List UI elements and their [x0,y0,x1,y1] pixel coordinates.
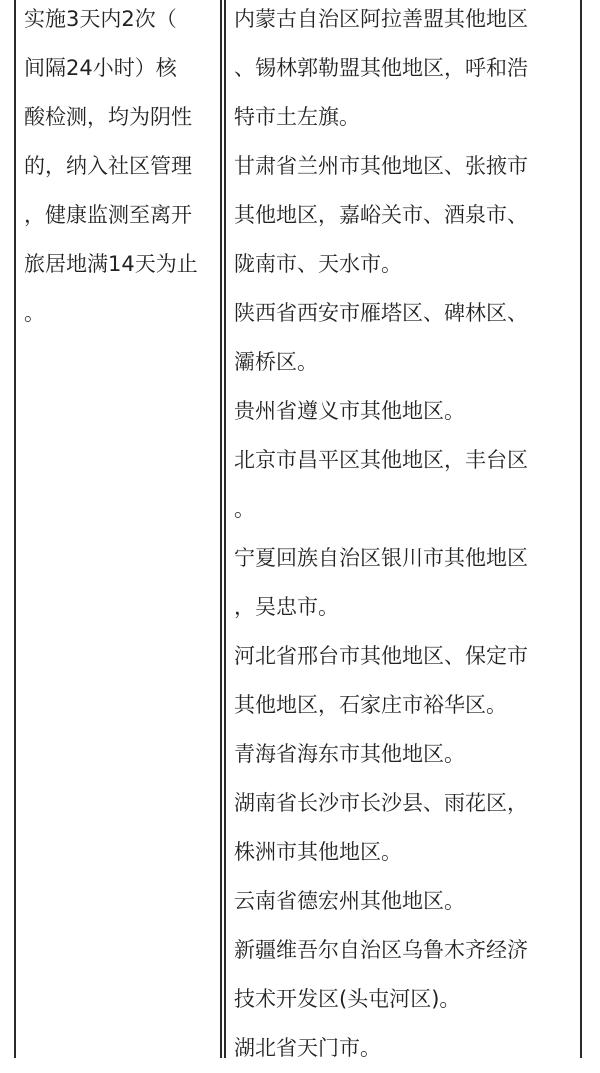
region-line: 内蒙古自治区阿拉善盟其他地区 [234,7,528,31]
region-line: 技术开发区(头屯河区)。 [234,987,461,1011]
column-divider-inner [224,0,226,1058]
region-line: 湖南省长沙市长沙县、雨花区， [234,791,528,815]
table-border-left [14,0,16,1058]
region-line: 陕西省西安市雁塔区、碑林区、 [234,301,528,325]
region-line: 湖北省天门市。 [234,1036,381,1060]
measures-line: 。 [24,301,45,325]
region-line: 株洲市其他地区。 [234,840,402,864]
region-line: 河北省邢台市其他地区、保定市 [234,644,528,668]
region-line: 其他地区，石家庄市裕华区。 [234,693,507,717]
measures-line: ，健康监测至离开 [24,203,192,227]
region-line: ，吴忠市。 [234,595,339,619]
region-line: 灞桥区。 [234,350,318,374]
regions-cell [234,0,574,1073]
region-line: 、锡林郭勒盟其他地区，呼和浩 [234,56,528,80]
measures-line: 间隔24小时）核 [24,56,177,80]
region-line: 新疆维吾尔自治区乌鲁木齐经济 [234,938,528,962]
measures-line: 酸检测，均为阴性 [24,105,192,129]
region-line: 贵州省遵义市其他地区。 [234,399,465,423]
region-line: 。 [234,497,255,521]
region-line: 青海省海东市其他地区。 [234,742,465,766]
column-divider-outer [220,0,222,1058]
region-line: 云南省德宏州其他地区。 [234,889,465,913]
table-border-right [580,0,582,1058]
measures-line: 实施3天内2次（ [24,7,177,31]
measures-cell [24,0,216,338]
region-line: 其他地区，嘉峪关市、酒泉市、 [234,203,528,227]
region-line: 宁夏回族自治区银川市其他地区 [234,546,528,570]
region-line: 甘肃省兰州市其他地区、张掖市 [234,154,528,178]
region-line: 特市土左旗。 [234,105,360,129]
region-line: 北京市昌平区其他地区，丰台区 [234,448,528,472]
measures-line: 的，纳入社区管理 [24,154,192,178]
region-line: 陇南市、天水市。 [234,252,402,276]
measures-line: 旅居地满14天为止 [24,252,198,276]
